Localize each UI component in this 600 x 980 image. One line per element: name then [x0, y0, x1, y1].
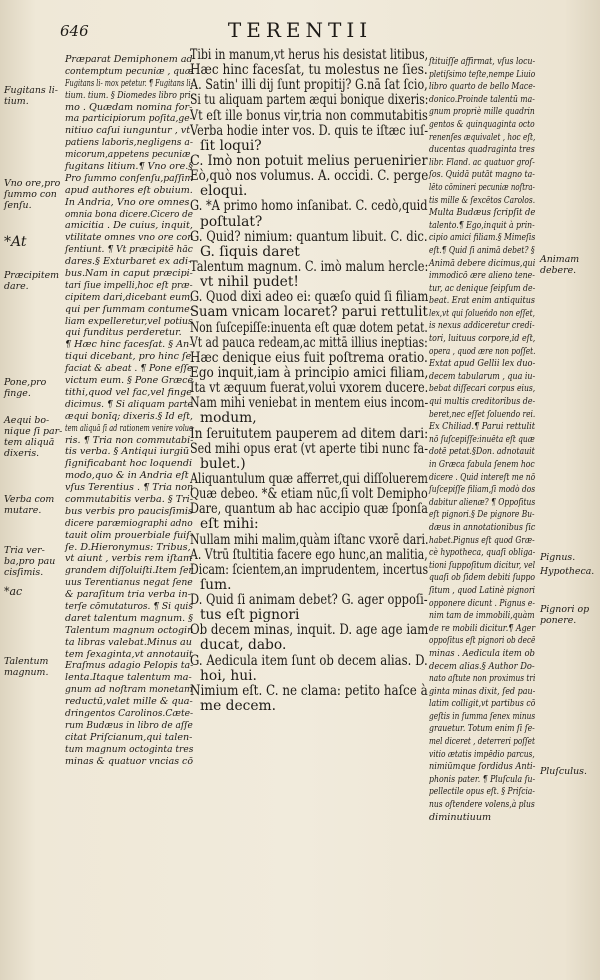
commentary-line: cipio amici filiam.§ Mimeſis [429, 232, 536, 244]
commentary-line: qui funditus perderetur. [65, 327, 182, 339]
page-number: 646 [60, 22, 89, 40]
commentary-line: ſignificabant hoc loquendi [65, 458, 193, 470]
verse-line: Suam vnicam locaret? parui rettulit [190, 304, 428, 321]
commentary-line: pletiſsimo teſte,nempe Liuio [429, 68, 536, 80]
commentary-line: Fugitans li- mox petetur. ¶ Fugitans li- [65, 77, 193, 89]
commentary-line: tis mille & ſexcētos Carolos. [429, 194, 536, 206]
verse-line: Non ſuſcepiſſe:inuenta eſt quæ dotem petat. [190, 319, 428, 336]
verse-line: D. Quid ſi animam debet? G. ager oppoſi- [190, 592, 428, 609]
page-header [0, 18, 600, 44]
commentary-line: libro quarto de bello Mace- [429, 81, 536, 93]
commentary-line: ris. ¶ Tria non commutabi- [65, 434, 194, 446]
verse-line: modum, [200, 410, 257, 427]
verse-line: ducat, dabo. [200, 637, 287, 654]
commentary-line: ſitum , quod Latinè pignori [429, 584, 536, 596]
commentary-line: victum eum. § Pone Græcè [65, 375, 194, 387]
margin-gloss: Vno ore,pro ſummo con ſenſu. [4, 178, 61, 211]
commentary-line: liam expelleretur,vel potius [65, 315, 193, 327]
commentary-line: immodicō ære alieno tene- [429, 270, 535, 282]
verse-line: vt nihil pudet! [200, 274, 299, 291]
commentary-line: mel diceret , deterreri poſſet [429, 736, 535, 748]
verse-line: Nam mihi veniebat in mentem eius incom- [190, 395, 429, 412]
commentary-line: nimiūmque ſordidus Anti- [429, 761, 536, 773]
commentary-line: modo,quo & in Andria eſt [65, 470, 189, 482]
commentary-line: dotē petat.§Don. adnotauit [429, 446, 535, 458]
commentary-line: qui per ſummam contume- [65, 303, 194, 315]
commentary-line: tium. tium. § Diomedes libro pri- [65, 89, 194, 101]
verse-line: Nimium eſt. C. ne clama: petito haſce à [190, 682, 428, 699]
commentary-line: vitio ætatis impēdio parcus, [429, 748, 535, 760]
verse-line: In ſeruitutem pauperem ad ditem dari: [190, 425, 429, 442]
verse-line: Talentum magnum. C. imò malum hercle: [190, 258, 429, 275]
verse-line: A. Vtrū ſtultitia facere ego hunc,an malitia, [190, 546, 428, 563]
commentary-line: grauetur. Totum enim ſi ſe- [429, 723, 535, 735]
commentary-line: amicitia . De cuius, inquit, [65, 220, 193, 232]
commentary-line: commutabitis verba. § Tri- [65, 493, 193, 505]
commentary-line: minas & quatuor vncias cō [65, 755, 194, 767]
commentary-line: dicimus. ¶ Si aliquam parte [65, 398, 193, 410]
commentary-line: cipitem dari,dicebant eum, [65, 291, 194, 303]
verse-line: Si tu aliquam partem æqui bonique dixeris: [190, 92, 429, 109]
commentary-line: beat. Erat enim antiquitus [429, 295, 535, 307]
commentary-line: tori, luituus corpore,id eſt, [429, 333, 536, 345]
verse-line: G. Aedicula item ſunt ob decem alias. D. [190, 652, 428, 669]
commentary-line: opponere dicunt . Pignus e- [429, 597, 535, 609]
commentary-line: dæus in annotationibus ſic [429, 521, 536, 533]
commentary-line: tari ſiue impelli,hoc eſt præ- [65, 279, 193, 291]
commentary-line: oppoſitus eſt pignori ob decē [429, 635, 536, 647]
commentary-line: ſentiunt. ¶ Vt præcipitē hāc [65, 244, 193, 256]
commentary-line: reductū,valet mille & qua- [65, 696, 193, 708]
commentary-line: terſe cōmutaturos. ¶ Si quis [65, 600, 193, 612]
commentary-line: ſtituiſſe affirmat, vſus locu- [429, 56, 536, 67]
commentary-line: vtilitate omnes vno ore con [65, 232, 194, 244]
commentary-line: Eraſmus adagio Pelopis ta- [65, 660, 194, 672]
commentary-line: æqui bonīq; dixeris.§ Id eſt, [65, 410, 193, 422]
margin-gloss: *ac [4, 585, 23, 598]
running-head: TERENTII [227, 18, 373, 42]
commentary-line: ſe. D.Hieronymus: Tribus, [65, 541, 191, 553]
commentary-line: qui multis creditoribus de- [429, 396, 536, 408]
commentary-line: tioni ſuppoſitum dicitur, vel [429, 559, 536, 571]
commentary-line: Præparat Demiphonem ad [65, 54, 193, 65]
commentary-line: latim colligit,vt partibus cō [429, 698, 536, 710]
commentary-line: Extat apud Gellii lex duo- [429, 358, 536, 370]
margin-gloss: Pone,pro finge. [4, 377, 47, 399]
commentary-line: ducentas quadraginta tres [429, 144, 535, 156]
margin-gloss: Verba com mutare. [4, 494, 55, 516]
commentary-line: Multa Budæus ſcripſit de [429, 207, 536, 219]
commentary-line: vſus Terentius . ¶ Tria non [65, 482, 194, 494]
commentary-line: de re mobili dicitur.¶ Ager [429, 622, 536, 634]
verse-line: Ita vt æquum fuerat,volui vxorem ducere. [190, 380, 429, 397]
commentary-line: lenta.Itaque talentum ma- [65, 672, 192, 684]
verse-line: hoi, hui. [200, 667, 257, 684]
margin-gloss: Talentum magnum. [4, 656, 49, 678]
margin-gloss: Pignori op ponere. [540, 604, 590, 626]
commentary-line: gnum propriè mille quadrin [429, 106, 535, 118]
commentary-line: quaſi ob ſidem debiti ſuppo [429, 572, 536, 584]
commentary-line: tiqui dicebant, pro hinc ſe [65, 351, 192, 363]
commentary-line: gnum ad noſtram monetam [65, 684, 193, 696]
verse-line: Hæc hinc facesſat, tu molestus ne ſies. [190, 62, 428, 79]
verse-line: G. Quid? nimium: quantum libuit. C. dic. [190, 228, 428, 245]
verse-line: Hæc denique eius fuit poſtrema oratio. [190, 349, 428, 366]
main-text-column [190, 48, 428, 714]
verse-line: Ob decem minas, inquit. D. age age iam [190, 622, 429, 639]
verse-line: A. Satin' illi dij ſunt propitij? G.nā ſat ſcio, [190, 77, 428, 94]
commentary-line: & paraſitum tria verba in- [65, 589, 191, 601]
verse-line: ſum. [200, 576, 232, 593]
commentary-line: nitiuo caſui iunguntur , vt [65, 125, 191, 137]
commentary-line: in Græca fabula ſenem hoc [429, 459, 535, 470]
verse-line: Vt ad pauca redeam,ac mittā illius ineptias: [190, 334, 428, 351]
commentary-line: Animā debere dicimus,qui [429, 257, 536, 269]
commentary-line: lex,vt qui ſolueńdo non eſſet, [429, 307, 535, 319]
commentary-line: dicere paræmiographi adno [65, 517, 193, 529]
commentary-line: is nexus addiceretur credi- [429, 320, 535, 332]
commentary-line: patiens laboris,negligens a- [65, 137, 193, 149]
commentary-line: daret talentum magnum. § [65, 612, 193, 624]
commentary-line: habet.Pignus eſt quod Græ- [429, 534, 535, 546]
commentary-line: mo . Quædam nomina for- [65, 101, 193, 113]
commentary-line: eſt.¶ Quid ſi animā debet? § [429, 244, 535, 256]
verse-line: G. ſiquis daret [200, 243, 300, 260]
margin-gloss: Præcipitem dare. [4, 270, 60, 292]
commentary-line: ¶ Hæc hinc facesſat. § An- [65, 339, 193, 351]
commentary-line: omnia bona dicere.Cicero de [65, 208, 193, 220]
commentary-line: pellectile opus eſt. § Priſcia- [429, 786, 535, 798]
margin-gloss: *At [4, 234, 27, 250]
commentary-line: tum magnum octoginta tres [65, 743, 194, 755]
margin-gloss: Pluſculus. [540, 766, 587, 777]
verse-line: Eò,quò nos volumus. A. occidi. C. perge [190, 168, 429, 185]
commentary-line: contemptum pecuniæ , quæ [65, 65, 194, 77]
commentary-line: tis verba. § Antiqui iurgiū [65, 446, 190, 458]
commentary-line: nō ſuſcepiſſe:inuēta eſt quæ [429, 433, 535, 445]
commentary-line: nus oſtendere volens,à plus [429, 799, 535, 811]
verse-line: Nullam mihi malim,quàm iſtanc vxorē dari. [190, 531, 429, 548]
commentary-line: tem ſexaginta,vt annotauit [65, 648, 193, 660]
verse-line: me decem. [200, 698, 276, 715]
commentary-line: cè hypotheca, quaſi obliga- [429, 547, 536, 559]
verse-line: Aliquantulum quæ afferret,qui diſſoluerem [190, 470, 428, 487]
commentary-line: Pro ſummo conſenſu,paſſim [65, 172, 194, 184]
commentary-line: ſuſcepiſſe filiam,ſi modò dos [429, 484, 536, 496]
commentary-line: minas . Aedicula item ob [429, 647, 535, 659]
commentary-line: libr. Fland. ac quatuor groſ- [429, 156, 535, 168]
verse-line: Quæ debeo. *& etiam nūc,ſi volt Demipho [190, 486, 428, 503]
commentary-line: grandem diſſoluiſti.Item ſer [65, 565, 193, 577]
commentary-line: citat Priſcianum,qui talen- [65, 731, 193, 743]
commentary-line: rum Budæus in libro de aſſe [65, 719, 193, 731]
commentary-line: vt aiunt , verbis rem iſtam [65, 553, 193, 565]
commentary-line: beret,nec eſſet ſoluendo rei. [429, 408, 536, 420]
commentary-line: lēto cōmineri pecuniæ noſtra- [429, 181, 535, 193]
commentary-line: tur, ac denique ſeipſum de- [429, 282, 536, 294]
commentary-line: bus.Nam in caput præcipi- [65, 268, 193, 280]
margin-gloss: Tria ver- ba,pro pau cisſimis. [4, 545, 56, 578]
right-commentary-column [429, 56, 535, 824]
commentary-line: opera , quod ære non poſſet. [429, 345, 536, 357]
commentary-line: nato aſtute non proximus tri [429, 673, 536, 685]
commentary-line: eſt pignori.§ De pignore Bu- [429, 509, 535, 521]
commentary-line: donico.Proinde talentū ma- [429, 93, 535, 105]
commentary-line: bus verbis pro paucisſimis [65, 505, 193, 517]
verse-line: Vt eſt ille bonus vir,tria non commutabitis [190, 107, 428, 124]
verse-line: bulet.) [200, 455, 246, 472]
verse-line: C. Imò non potuit melius peruenirier [190, 152, 428, 169]
commentary-line: dringentos Carolinos.Cæte- [65, 707, 194, 719]
margin-gloss: Hypotheca. [540, 566, 595, 577]
commentary-line: dicere . Quid intereſt me nō [429, 471, 536, 483]
verse-line: eloqui. [200, 183, 248, 200]
margin-gloss: Pignus. [540, 552, 576, 563]
commentary-line: decem alias.§ Author Do- [429, 660, 535, 672]
verse-line: G. *A primo homo inſanibat. C. cedò,quid [190, 198, 428, 215]
verse-line: ſit loqui? [200, 137, 262, 154]
left-commentary-column [65, 54, 193, 767]
commentary-line: micorum,appetens pecuniæ, [65, 149, 194, 161]
verse-line: poſtulat? [200, 213, 263, 230]
commentary-line: geſtis in ſumma ſenex minus [429, 710, 536, 722]
commentary-line: dabitur alienæ? ¶ Oppoſitus [429, 496, 536, 508]
commentary-line: tithi,quod vel fac,vel finge [65, 386, 192, 398]
margin-gloss: Fugitans li- tium. [4, 85, 58, 107]
commentary-line: dares.§ Exturbaret ex adi- [65, 256, 192, 268]
verse-line: Verba hodie inter vos. D. quis te iſtæc iuſ- [190, 122, 429, 139]
commentary-line: nim tam de immobili,quàm [429, 610, 535, 622]
commentary-line: diminutiuum [429, 811, 492, 823]
commentary-line: faciat & abeat . ¶ Pone eſſe [65, 363, 193, 375]
commentary-line: In Andria, Vno ore omnes [65, 196, 190, 208]
commentary-line: Talentum magnum octogin [65, 624, 194, 636]
commentary-line: ta libras valebat.Minus au [65, 636, 192, 648]
commentary-line: ma participiorum poſita,ge- [65, 113, 193, 125]
verse-line: Tibi in manum,vt herus his desistat litibus, [190, 47, 429, 63]
margin-gloss: Animam debere. [540, 254, 580, 276]
commentary-line: apud authores eſt obuium. [65, 184, 193, 196]
verse-line: Dicam: ſcientem,an imprudentem, incertus [190, 561, 429, 578]
commentary-line: gentos & quinquaginta octo [429, 118, 535, 130]
verse-line: tus eſt pignori [200, 607, 300, 624]
commentary-line: bebat diſſecari corpus eius, [429, 383, 536, 395]
verse-line: Sed mihi opus erat (vt aperte tibi nunc fa- [190, 440, 428, 457]
commentary-line: ſos. Quidā putāt magno ta- [429, 169, 535, 181]
margin-gloss: Aequi bo- nique ſi par- tem aliquā dixeris. [4, 415, 63, 459]
commentary-line: Ex Chiliad.¶ Parui rettulit [429, 421, 536, 433]
commentary-line: ginta minas dixit, ſed pau- [429, 685, 536, 697]
verse-line: Dare, quantum ab hac accipio quæ ſponſa [190, 501, 428, 518]
verse-line: G. Quod dixi adeo ei: quæſo quid ſi filiam [190, 289, 429, 306]
commentary-line: decem tabularum , qua iu- [429, 370, 536, 382]
commentary-line: uus Terentianus negat ſene [65, 577, 193, 589]
commentary-line: phonis pater. ¶ Pluſcula ſu- [429, 773, 536, 785]
verse-line: eſt mihi: [200, 516, 259, 533]
verse-line: Ego inquit,iam à principio amici filiam, [190, 364, 429, 381]
commentary-line: tem aliquā ſi ad rationem venire volue [65, 422, 193, 434]
commentary-line: fugitans litium.¶ Vno ore.§ [65, 161, 193, 173]
commentary-line: renenſes æquivalet , hoc eſt, [429, 131, 536, 143]
commentary-line: tauit olim prouerbiale fuiſ- [65, 529, 194, 541]
commentary-line: talento.¶ Ego,inquit à prin- [429, 219, 535, 231]
